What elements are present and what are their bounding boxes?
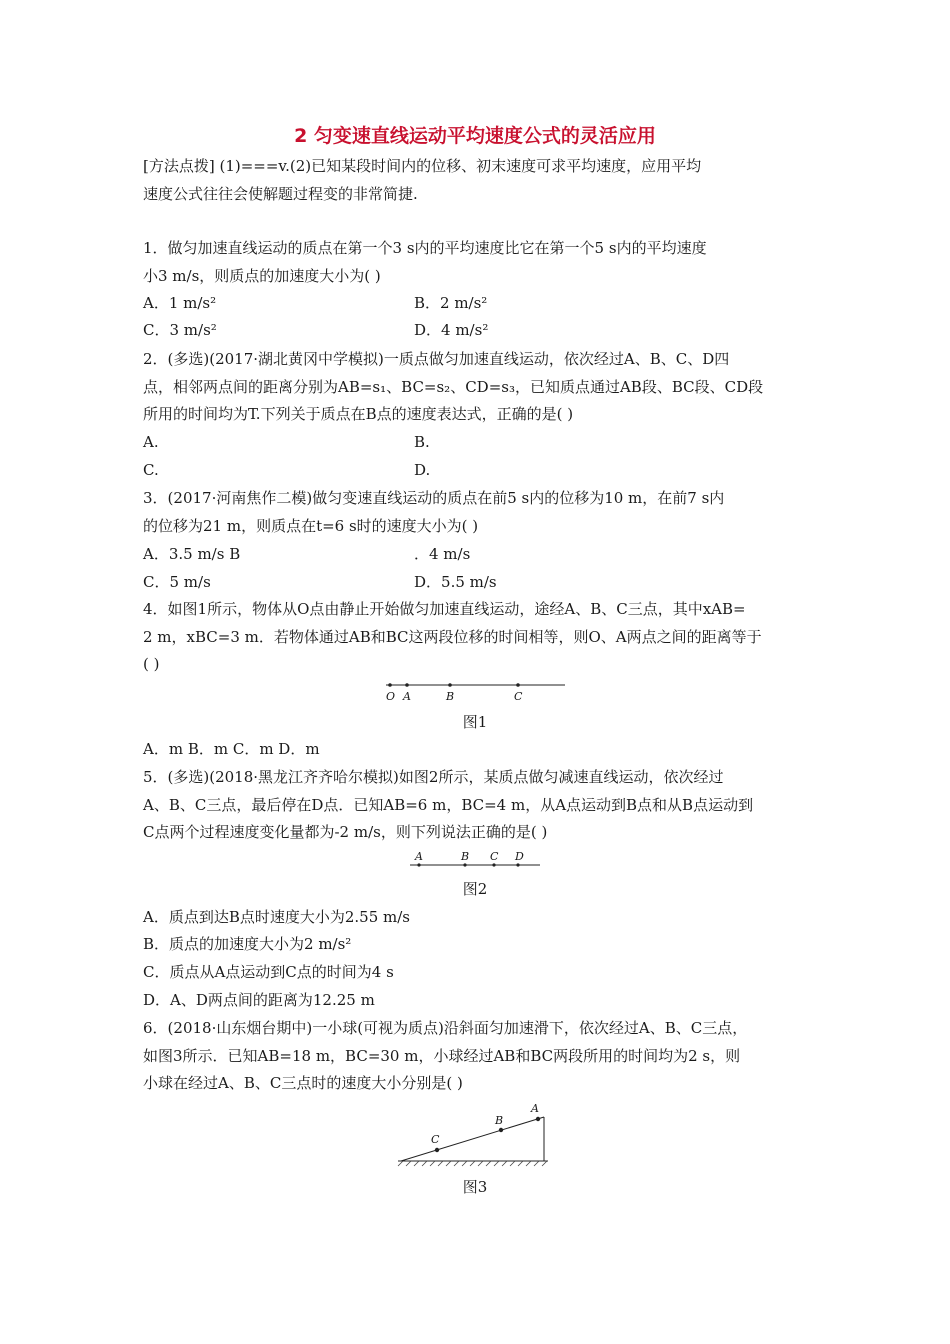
figure-1-caption: 图1: [462, 713, 488, 731]
fig2-label-b: B: [461, 850, 470, 863]
q2-line-2: 点，相邻两点间的距离分别为AB=s₁、BC=s₂、CD=s₃，已知质点通过AB段、BC段、CD段: [143, 378, 764, 396]
fig1-label-c: C: [514, 690, 523, 703]
figure-3-diagram: [393, 1100, 555, 1168]
figure-1-diagram: [380, 676, 570, 706]
q2-option-d: D.: [414, 461, 431, 479]
q5-option-c: C．质点从A点运动到C点的时间为4 s: [143, 963, 394, 981]
q1-option-d: D．4 m/s²: [414, 321, 489, 339]
q6-line-3: 小球在经过A、B、C三点时的速度大小分别是( ): [143, 1074, 463, 1092]
q2-line-3: 所用的时间均为T.下列关于质点在B点的速度表达式，正确的是( ): [143, 405, 574, 423]
fig1-label-b: B: [446, 690, 455, 703]
page-title: 2 匀变速直线运动平均速度公式的灵活应用: [294, 125, 656, 147]
fig2-point-a: [417, 863, 420, 866]
fig1-point-a: [405, 683, 409, 687]
fig2-label-a: A: [415, 850, 423, 863]
fig2-label-d: D: [515, 850, 524, 863]
q6-line-1: 6．(2018·山东烟台期中)一小球(可视为质点)沿斜面匀加速滑下，依次经过A、B、C三点，: [143, 1019, 748, 1037]
q4-line-3: ( ): [143, 655, 160, 673]
q1-line-2: 小3 m/s，则质点的加速度大小为( ): [143, 267, 381, 285]
q3-option-a: A．3.5 m/s B: [143, 545, 241, 563]
q3-option-b: ．4 m/s: [414, 545, 471, 563]
q1-option-b: B．2 m/s²: [414, 294, 488, 312]
q3-option-c: C．5 m/s: [143, 573, 211, 591]
fig2-label-c: C: [490, 850, 499, 863]
fig3-point-b: [499, 1128, 503, 1132]
fig2-point-b: [463, 863, 466, 866]
intro-line-1: [方法点拨] (1)===v.(2)已知某段时间内的位移、初末速度可求平均速度，应用平均: [143, 157, 702, 175]
q5-option-d: D．A、D两点间的距离为12.25 m: [143, 991, 375, 1009]
q3-option-d: D．5.5 m/s: [414, 573, 497, 591]
fig1-label-o: O: [386, 690, 396, 703]
q2-line-1: 2．(多选)(2017·湖北黄冈中学模拟)一质点做匀加速直线运动，依次经过A、B、C、D四: [143, 350, 730, 368]
q4-line-2: 2 m，xBC=3 m．若物体通过AB和BC这两段位移的时间相等，则O、A两点之间的距离等于: [143, 628, 762, 646]
q5-option-a: A．质点到达B点时速度大小为2.55 m/s: [143, 908, 410, 926]
q3-line-2: 的位移为21 m，则质点在t=6 s时的速度大小为( ): [143, 517, 479, 535]
q1-option-a: A．1 m/s²: [143, 294, 217, 312]
q4-line-1: 4．如图1所示，物体从O点由静止开始做匀加速直线运动，途经A、B、C三点，其中xAB=: [143, 600, 746, 618]
figure-2-caption: 图2: [462, 880, 488, 898]
q2-option-a: A.: [143, 433, 159, 451]
q6-line-2: 如图3所示．已知AB=18 m，BC=30 m，小球经过AB和BC两段所用的时间均为2 s，则: [143, 1047, 741, 1065]
fig3-point-c: [435, 1148, 439, 1152]
figure-3-caption: 图3: [462, 1178, 488, 1196]
fig2-point-d: [516, 863, 519, 866]
q5-option-b: B．质点的加速度大小为2 m/s²: [143, 935, 352, 953]
q4-options: A．m B．m C．m D．m: [143, 740, 320, 758]
fig1-label-a: A: [403, 690, 411, 703]
fig3-point-a: [536, 1117, 540, 1121]
fig3-label-c: C: [431, 1133, 440, 1146]
intro-line-2: 速度公式往往会使解题过程变的非常简捷.: [143, 185, 418, 203]
fig1-point-b: [448, 683, 452, 687]
fig3-label-b: B: [495, 1114, 504, 1127]
q5-line-3: C点两个过程速度变化量都为-2 m/s，则下列说法正确的是( ): [143, 823, 548, 841]
fig1-point-c: [516, 683, 520, 687]
fig3-label-a: A: [531, 1102, 539, 1115]
q5-line-2: A、B、C三点，最后停在D点．已知AB=6 m，BC=4 m，从A点运动到B点和从B点运动到: [143, 796, 754, 814]
q2-option-b: B.: [414, 433, 430, 451]
fig1-point-o: [388, 683, 392, 687]
figure-2-diagram: [405, 848, 545, 872]
q3-line-1: 3．(2017·河南焦作二模)做匀变速直线运动的质点在前5 s内的位移为10 m，在前7 s内: [143, 489, 725, 507]
q5-line-1: 5．(多选)(2018·黑龙江齐齐哈尔模拟)如图2所示，某质点做匀减速直线运动，依次经过: [143, 768, 724, 786]
q2-option-c: C.: [143, 461, 159, 479]
fig2-point-c: [492, 863, 495, 866]
q1-line-1: 1．做匀加速直线运动的质点在第一个3 s内的平均速度比它在第一个5 s内的平均速度: [143, 239, 707, 257]
q1-option-c: C．3 m/s²: [143, 321, 217, 339]
